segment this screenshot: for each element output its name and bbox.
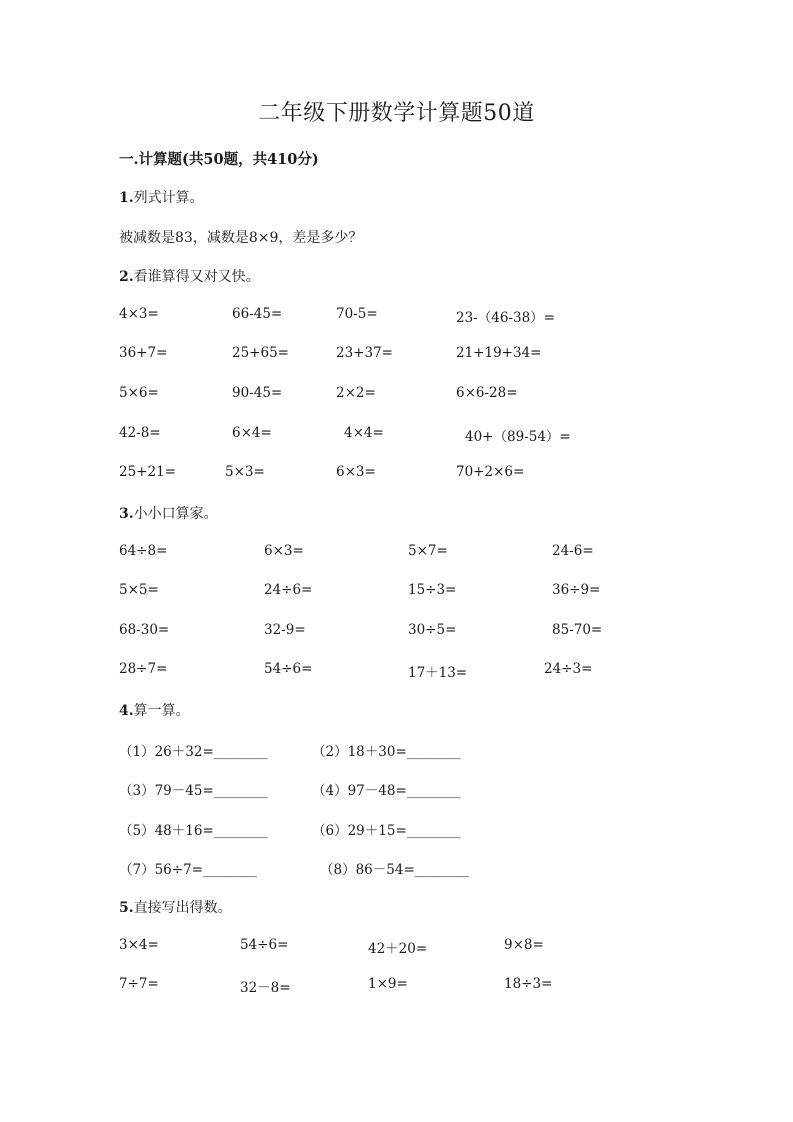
question-number: 5. [119,900,134,916]
q3-problem: 64÷8= [119,543,168,559]
q2-problem: 6×3= [336,464,376,480]
q3-problem: 17＋13= [408,665,468,681]
question-number: 3. [119,506,134,522]
q3-problem: 24÷6= [264,582,313,598]
q2-problem: 23+37= [336,345,393,361]
question-instruction: 直接写出得数。 [133,900,232,916]
q2-problem: 2×2= [336,385,376,401]
q5-problem: 9×8= [504,937,544,953]
question-1-heading [119,187,204,207]
question-1-text: 被减数是83，减数是8×9，差是多少？ [119,230,363,246]
q3-problem: 24-6= [552,543,594,559]
question-3-heading [119,503,218,523]
q3-problem: 5×5= [119,582,159,598]
q2-problem: 5×3= [225,464,265,480]
q5-problem: 3×4= [119,937,159,953]
q2-problem: 42-8= [119,425,161,441]
question-instruction: 看谁算得又对又快。 [133,269,260,285]
q2-problem: 5×6= [119,385,159,401]
question-instruction: 列式计算。 [133,190,204,206]
q5-problem: 42＋20= [368,941,428,957]
q5-problem: 32－8= [240,980,291,996]
q2-problem: 70+2×6= [456,464,525,480]
q3-problem: 36÷9= [552,582,601,598]
question-number: 1. [119,190,134,206]
q2-problem: 25+21= [119,464,176,480]
q5-problem: 54÷6= [240,937,289,953]
q3-problem: 85-70= [552,622,603,638]
q3-problem: 28÷7= [119,661,168,677]
q2-problem: 4×4= [344,425,384,441]
q2-problem: 6×6-28= [456,385,518,401]
q3-problem: 54÷6= [264,661,313,677]
q2-problem: 70-5= [336,306,378,322]
q2-problem: 90-45= [232,385,283,401]
q3-problem: 30÷5= [408,622,457,638]
q2-problem: 23-（46-38）= [456,310,555,326]
q4-problem: （1）26＋32=________ [119,744,268,760]
q4-problem: （8）86－54=________ [320,862,469,878]
q2-problem: 6×4= [232,425,272,441]
q3-problem: 24÷3= [544,661,593,677]
q2-problem: 36+7= [119,345,168,361]
q4-problem: （4）97－48=________ [312,783,461,799]
q2-problem: 25+65= [232,345,289,361]
question-2-heading [119,266,260,286]
question-instruction: 算一算。 [133,703,190,719]
q3-problem: 68-30= [119,622,170,638]
q3-problem: 6×3= [264,543,304,559]
q3-problem: 15÷3= [408,582,457,598]
q2-problem: 66-45= [232,306,283,322]
q5-problem: 18÷3= [504,976,553,992]
q4-problem: （6）29＋15=________ [312,823,461,839]
question-number: 4. [119,703,134,719]
q4-problem: （3）79－45=________ [119,783,268,799]
q4-problem: （7）56÷7=________ [119,862,257,878]
q3-problem: 5×7= [408,543,448,559]
page-title: 二年级下册数学计算题50道 [258,101,535,126]
q2-problem: 21+19+34= [456,345,542,361]
question-5-heading [119,897,232,917]
question-4-heading [119,700,190,720]
q4-problem: （5）48＋16=________ [119,823,268,839]
section-heading: 一.计算题(共50题，共410分) [119,151,319,168]
q5-problem: 1×9= [368,976,408,992]
q2-problem: 40+（89-54）= [465,429,571,445]
question-number: 2. [119,269,134,285]
q2-problem: 4×3= [119,306,159,322]
question-instruction: 小小口算家。 [133,506,218,522]
q5-problem: 7÷7= [119,976,159,992]
q4-problem: （2）18＋30=________ [312,744,461,760]
q3-problem: 32-9= [264,622,306,638]
